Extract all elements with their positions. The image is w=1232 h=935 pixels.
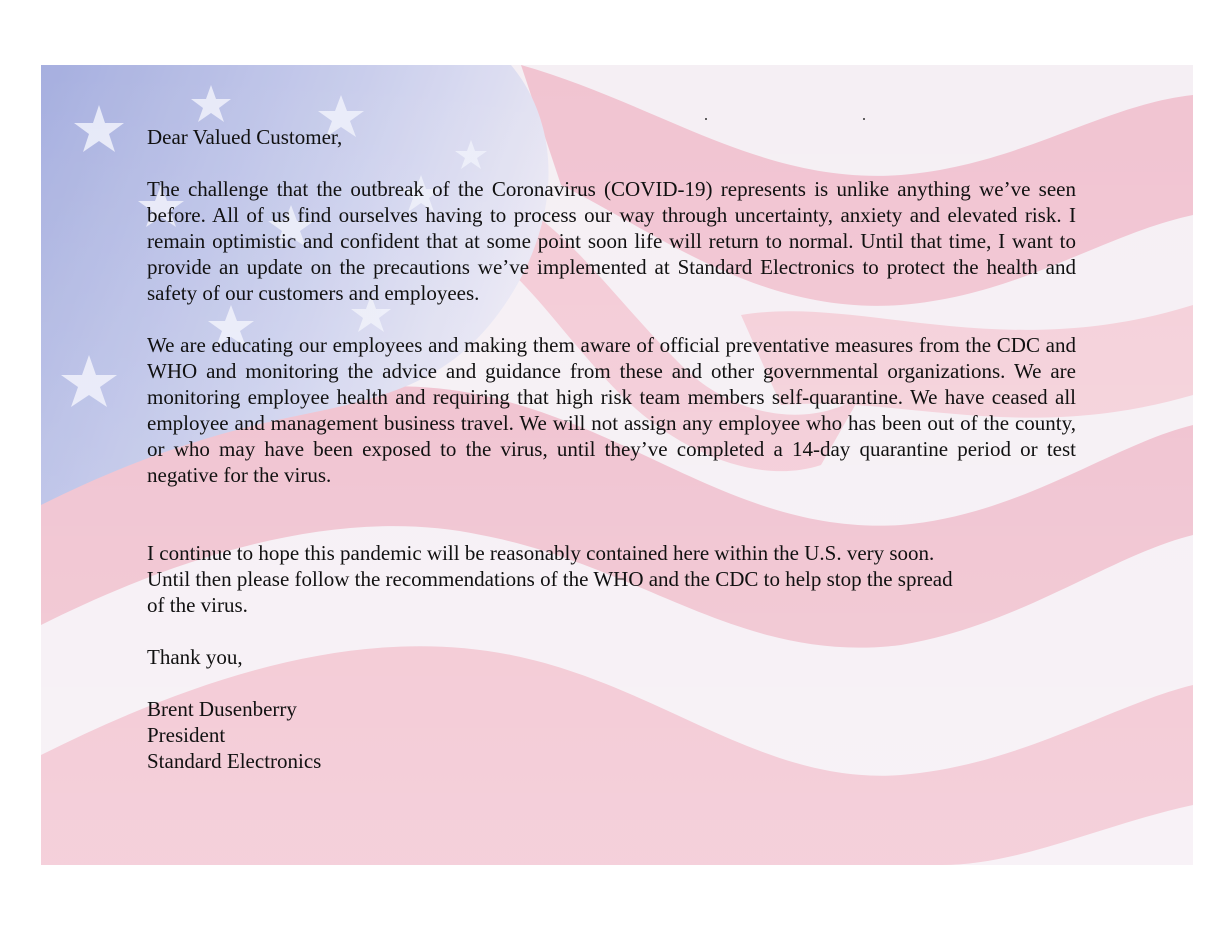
paragraph-precautions: We are educating our employees and making them aware of official preventative measures from the CDC and WHO and monitoring the advice and guidance from these and other governmental organizations. We are monitoring employee health and requiring that high risk team members self-quarantine. We have ceased all employee and management business travel. We will not assign any employee who has been out of the county, or who may have been exposed to the virus, until they’ve completed a 14-day quarantine period or test negative for the virus. [147, 333, 1076, 487]
paragraph-covid-challenge: The challenge that the outbreak of the Coronavirus (COVID-19) represents is unlike anything we’ve seen before. All of us find ourselves having to process our way through uncertainty, anxiety and elevated risk. I remain optimistic and confident that at some point soon life will return to normal. Until that time, I want to provide an update on the precautions we’ve implemented at Standard Electronics to protect the health and safety of our customers and employees. [147, 177, 1076, 305]
stray-mark [705, 118, 707, 120]
paragraph-hope-line-2: Until then please follow the recommendations of the WHO and the CDC to help stop the spread [147, 567, 953, 591]
paragraph-hope-line-1: I continue to hope this pandemic will be reasonably contained here within the U.S. very soon. [147, 541, 935, 565]
paragraph-hope-line-3: of the virus. [147, 593, 248, 617]
closing: Thank you, [147, 645, 243, 669]
signature-title: President [147, 723, 226, 747]
stray-mark [863, 118, 865, 120]
salutation: Dear Valued Customer, [147, 125, 343, 149]
letter-body [147, 124, 1076, 774]
signature-company: Standard Electronics [147, 749, 322, 773]
signature-name: Brent Dusenberry [147, 697, 297, 721]
